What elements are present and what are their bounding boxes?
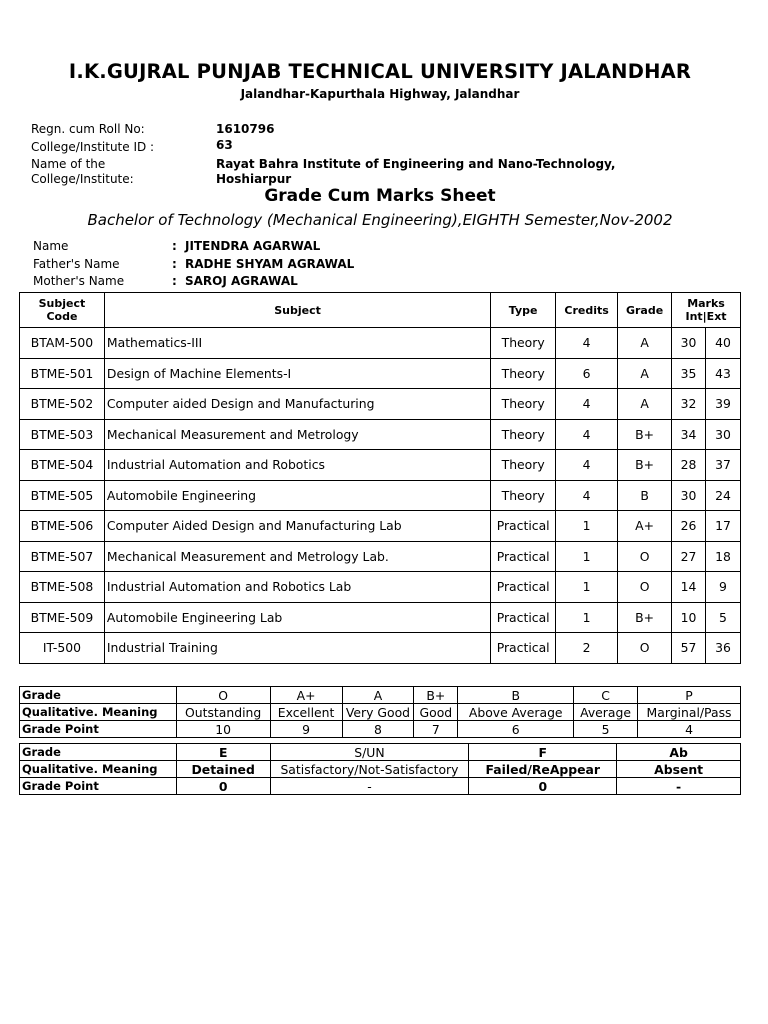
marks-external: 37 [706,450,741,481]
student-name-value: JITENDRA AGARWAL [185,239,321,253]
legend-point: 9 [270,721,342,738]
subject-grade: B+ [618,602,672,633]
legend-point: 0 [469,778,617,795]
legend-meaning: Detained [176,761,270,778]
legend-grade: S/UN [270,744,469,761]
subject-grade: B+ [618,450,672,481]
legend-meaning: Good [414,704,458,721]
college-name-value-line2: Hoshiarpur [216,172,292,186]
marks-external: 39 [706,389,741,420]
table-row [20,450,741,481]
legend-row-label: Grade [20,687,177,704]
table-row [20,541,741,572]
marks-external: 36 [706,633,741,664]
marks-internal: 14 [672,572,706,603]
marks-external: 40 [706,328,741,359]
subject-grade: B [618,480,672,511]
legend-row-label: Grade [20,744,177,761]
legend-row-label: Qualitative. Meaning [20,704,177,721]
mother-name-label: Mother's Name [33,274,125,288]
legend-grade: F [469,744,617,761]
legend-point: 10 [176,721,270,738]
subject-grade: O [618,572,672,603]
legend-grade: Ab [617,744,741,761]
legend-meaning: Very Good [342,704,414,721]
marks-internal: 27 [672,541,706,572]
legend-point: 6 [458,721,574,738]
subject-name: Design of Machine Elements-I [104,358,490,389]
marks-external: 18 [706,541,741,572]
subject-credits: 4 [556,480,618,511]
mother-name-colon: : [172,274,177,288]
student-name-colon: : [172,239,177,253]
subject-type: Practical [491,633,556,664]
subject-credits: 4 [556,328,618,359]
legend-row-grade [20,744,741,761]
subject-credits: 4 [556,450,618,481]
subject-code: BTME-501 [20,358,105,389]
legend-grade: A+ [270,687,342,704]
header-grade: Grade [618,293,672,328]
legend-grade: B [458,687,574,704]
subject-name: Computer Aided Design and Manufacturing Lab [104,511,490,542]
subject-code: IT-500 [20,633,105,664]
legend-grade: E [176,744,270,761]
subject-name: Industrial Automation and Robotics Lab [104,572,490,603]
program-title: Bachelor of Technology (Mechanical Engineering),EIGHTH Semester,Nov-2002 [87,211,673,229]
legend-meaning: Failed/ReAppear [469,761,617,778]
legend-grade: P [638,687,741,704]
subject-code: BTME-505 [20,480,105,511]
legend-row-grade [20,687,741,704]
marks-internal: 26 [672,511,706,542]
father-name-colon: : [172,257,177,271]
legend-grade: B+ [414,687,458,704]
legend-row-point [20,721,741,738]
subject-name: Computer aided Design and Manufacturing [104,389,490,420]
legend-row-label: Grade Point [20,778,177,795]
subject-grade: O [618,633,672,664]
father-name-value: RADHE SHYAM AGRAWAL [185,257,355,271]
legend-meaning: Satisfactory/Not-Satisfactory [270,761,469,778]
subject-grade: O [618,541,672,572]
marks-external: 9 [706,572,741,603]
legend-point: - [617,778,741,795]
marks-external: 5 [706,602,741,633]
subject-grade: A+ [618,511,672,542]
subject-name: Automobile Engineering [104,480,490,511]
marks-external: 43 [706,358,741,389]
college-name-value-line1: Rayat Bahra Institute of Engineering and Nano-Technology, [216,157,616,171]
subject-type: Theory [491,450,556,481]
sheet-title: Grade Cum Marks Sheet [264,186,496,206]
legend-row-label: Grade Point [20,721,177,738]
university-name: I.K.GUJRAL PUNJAB TECHNICAL UNIVERSITY JALANDHAR [68,60,692,83]
marks-internal: 35 [672,358,706,389]
marks-internal: 32 [672,389,706,420]
legend-meaning: Outstanding [176,704,270,721]
subject-name: Automobile Engineering Lab [104,602,490,633]
marks-external: 30 [706,419,741,450]
marks-internal: 28 [672,450,706,481]
subject-name: Mechanical Measurement and Metrology [104,419,490,450]
legend-grade: C [574,687,638,704]
header-subject-code: Subject Code [20,293,105,328]
subject-name: Mechanical Measurement and Metrology Lab. [104,541,490,572]
subject-code: BTME-507 [20,541,105,572]
marks-internal: 57 [672,633,706,664]
subject-code: BTME-508 [20,572,105,603]
subject-grade: B+ [618,419,672,450]
subject-type: Practical [491,602,556,633]
college-id-value: 63 [216,138,233,152]
legend-point: 0 [176,778,270,795]
legend-row-point [20,778,741,795]
subject-name: Industrial Training [104,633,490,664]
marks-internal: 30 [672,328,706,359]
table-row [20,389,741,420]
subject-code: BTME-502 [20,389,105,420]
header-type: Type [491,293,556,328]
table-row [20,633,741,664]
legend-meaning: Absent [617,761,741,778]
subject-type: Practical [491,572,556,603]
subject-name: Industrial Automation and Robotics [104,450,490,481]
legend-point: 7 [414,721,458,738]
legend-point: 5 [574,721,638,738]
subject-code: BTME-506 [20,511,105,542]
subject-type: Theory [491,389,556,420]
mother-name-value: SAROJ AGRAWAL [185,274,298,288]
subject-credits: 6 [556,358,618,389]
father-name-label: Father's Name [33,257,120,271]
table-row [20,511,741,542]
legend-point: 8 [342,721,414,738]
subject-code: BTAM-500 [20,328,105,359]
legend-grade: O [176,687,270,704]
subject-type: Theory [491,480,556,511]
subject-credits: 4 [556,419,618,450]
marks-internal: 10 [672,602,706,633]
regn-value: 1610796 [216,122,275,136]
subject-type: Theory [491,419,556,450]
legend-meaning: Marginal/Pass [638,704,741,721]
grade-legend-table [19,686,741,738]
subject-code: BTME-504 [20,450,105,481]
table-row [20,480,741,511]
subject-grade: A [618,358,672,389]
legend-row-label: Qualitative. Meaning [20,761,177,778]
subject-code: BTME-509 [20,602,105,633]
header-marks: Marks Int|Ext [672,293,741,328]
grade-legend-table-2 [19,743,741,795]
subject-credits: 1 [556,511,618,542]
header-subject: Subject [104,293,490,328]
marks-external: 24 [706,480,741,511]
legend-point: 4 [638,721,741,738]
subject-type: Theory [491,328,556,359]
legend-row-meaning [20,761,741,778]
marks-table-header [20,293,741,328]
marks-table [19,292,741,664]
table-row [20,358,741,389]
subject-grade: A [618,389,672,420]
subject-credits: 1 [556,572,618,603]
student-name-label: Name [33,239,69,253]
subject-credits: 4 [556,389,618,420]
marks-internal: 34 [672,419,706,450]
legend-meaning: Above Average [458,704,574,721]
college-id-label: College/Institute ID : [31,140,155,154]
marks-internal: 30 [672,480,706,511]
table-row [20,328,741,359]
legend-row-meaning [20,704,741,721]
college-name-label-line2: College/Institute: [31,172,134,186]
subject-name: Mathematics-III [104,328,490,359]
subject-grade: A [618,328,672,359]
legend-meaning: Excellent [270,704,342,721]
table-row [20,419,741,450]
legend-point: - [270,778,469,795]
table-row [20,602,741,633]
subject-code: BTME-503 [20,419,105,450]
subject-credits: 1 [556,602,618,633]
subject-type: Practical [491,511,556,542]
regn-label: Regn. cum Roll No: [31,122,145,136]
subject-credits: 1 [556,541,618,572]
legend-grade: A [342,687,414,704]
marks-external: 17 [706,511,741,542]
header-credits: Credits [556,293,618,328]
university-address: Jalandhar-Kapurthala Highway, Jalandhar [240,87,520,101]
subject-type: Practical [491,541,556,572]
subject-type: Theory [491,358,556,389]
college-name-label-line1: Name of the [31,157,106,171]
legend-meaning: Average [574,704,638,721]
subject-credits: 2 [556,633,618,664]
table-row [20,572,741,603]
